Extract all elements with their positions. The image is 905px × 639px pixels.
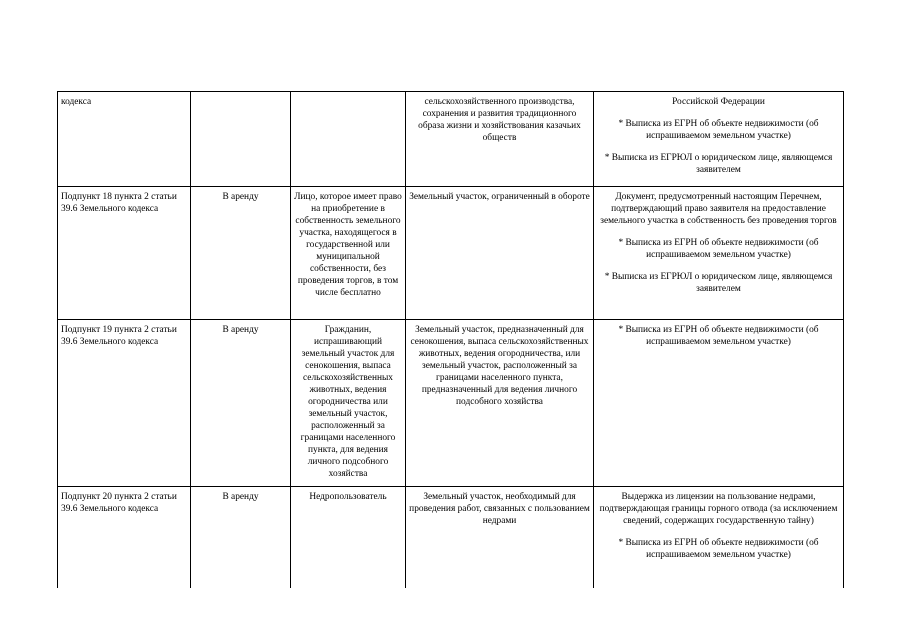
table-row bbox=[58, 487, 844, 589]
table-row bbox=[58, 320, 844, 487]
basis-cell: кодекса bbox=[58, 92, 191, 187]
docs-cell bbox=[594, 320, 844, 487]
plot-cell: сельскохозяйственного производства, сохранения и развития традиционного образа жизни и хозяйствования казачьих обществ bbox=[406, 92, 594, 187]
applicant-cell: Недропользователь bbox=[291, 487, 406, 589]
table-row bbox=[58, 92, 844, 187]
doc-item: * Выписка из ЕГРН об объекте недвижимости (об испрашиваемом земельном участке) bbox=[618, 325, 819, 347]
document-table bbox=[57, 91, 844, 588]
doc-item: * Выписка из ЕГРН об объекте недвижимости (об испрашиваемом земельном участке) bbox=[618, 119, 819, 141]
type-cell: В аренду bbox=[191, 487, 291, 589]
applicant-cell: Гражданин, испрашивающий земельный участок для сенокошения, выпаса сельскохозяйственных животных, ведения огородничества или земельный участок, расположенный за границами населенного пункта, для ведения личного подсобного хозяйства bbox=[291, 320, 406, 487]
doc-item: Российской Федерации bbox=[672, 97, 765, 107]
docs-cell bbox=[594, 487, 844, 589]
applicant-cell: Лицо, которое имеет право на приобретение в собственность земельного участка, находящегося в государственной или муниципальной собственности, без проведения торгов, в том числе бесплатно bbox=[291, 187, 406, 320]
basis-cell: Подпункт 19 пункта 2 статьи 39.6 Земельного кодекса bbox=[58, 320, 191, 487]
doc-item: * Выписка из ЕГРЮЛ о юридическом лице, являющемся заявителем bbox=[604, 153, 833, 175]
doc-item: Выдержка из лицензии на пользование недрами, подтверждающая границы горного отвода (за исключением сведений, содержащих государственную тайну) bbox=[599, 492, 838, 526]
plot-cell: Земельный участок, предназначенный для сенокошения, выпаса сельскохозяйственных животных, ведения огородничества, или земельный участок, расположенный за границами населенного пункта, предназначенный для ведения личного подсобного хозяйства bbox=[406, 320, 594, 487]
doc-item: Документ, предусмотренный настоящим Перечнем, подтверждающий право заявителя на предоставление земельного участка в собственность без проведения торгов bbox=[600, 192, 837, 226]
basis-cell: Подпункт 18 пункта 2 статьи 39.6 Земельного кодекса bbox=[58, 187, 191, 320]
doc-item: * Выписка из ЕГРЮЛ о юридическом лице, являющемся заявителем bbox=[604, 272, 833, 294]
type-cell: В аренду bbox=[191, 187, 291, 320]
plot-cell: Земельный участок, необходимый для проведения работ, связанных с пользованием недрами bbox=[406, 487, 594, 589]
type-cell bbox=[191, 92, 291, 187]
table-row bbox=[58, 187, 844, 320]
plot-cell: Земельный участок, ограниченный в обороте bbox=[406, 187, 594, 320]
basis-cell: Подпункт 20 пункта 2 статьи 39.6 Земельного кодекса bbox=[58, 487, 191, 589]
applicant-cell bbox=[291, 92, 406, 187]
docs-cell bbox=[594, 92, 844, 187]
type-cell: В аренду bbox=[191, 320, 291, 487]
doc-item: * Выписка из ЕГРН об объекте недвижимости (об испрашиваемом земельном участке) bbox=[618, 238, 819, 260]
docs-cell bbox=[594, 187, 844, 320]
doc-item: * Выписка из ЕГРН об объекте недвижимости (об испрашиваемом земельном участке) bbox=[618, 538, 819, 560]
